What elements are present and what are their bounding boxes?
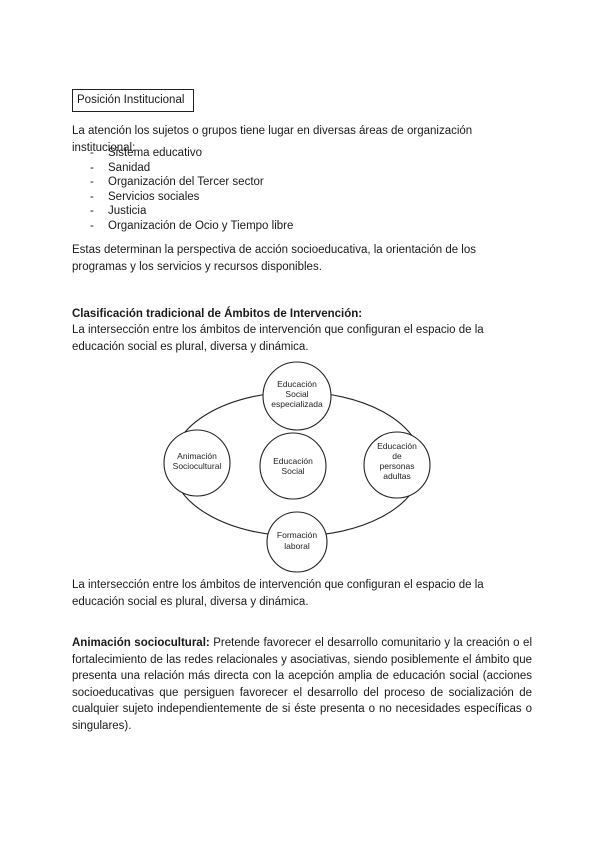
section-title: Posición Institucional — [77, 94, 185, 106]
diagram-caption: La intersección entre los ámbitos de intervención que configuran el espacio de la educación social es plural, diversa y dinámica. — [72, 579, 484, 608]
areas-list — [90, 146, 293, 234]
node-right-label-3: personas — [379, 461, 415, 471]
intro-text: La atención los sujetos o grupos tiene lugar en diversas áreas de organización institucional: — [72, 125, 473, 154]
node-bottom-label-2: laboral — [284, 541, 310, 551]
list-item: - Servicios sociales — [90, 190, 293, 205]
node-top-label-1: Educación — [277, 379, 317, 389]
animation-paragraph — [72, 635, 532, 734]
node-left-label-2: Sociocultural — [172, 461, 222, 471]
list-item: - Sistema educativo — [90, 146, 293, 161]
animation-text: Pretende favorecer el desarrollo comunitario y la creación o el fortalecimiento de las redes relacionales y asociativas, siendo posiblemente el ámbito que presenta una relación más directa con la acepción amplia de educación social (acciones socioeducativas que persiguen favorecer el desarrollo del proceso de socialización de cualquier sujeto independientemente de si éste presenta o no necesidades específicas o singulares). — [72, 637, 532, 732]
node-center-label-2: Social — [281, 466, 305, 476]
classification-heading: Clasificación tradicional de Ámbitos de Intervención: — [72, 308, 363, 320]
node-top-label-3: especializada — [271, 399, 323, 409]
section-title-box — [72, 89, 194, 112]
node-right-label-4: adultas — [383, 471, 411, 481]
list-item: - Organización del Tercer sector — [90, 175, 293, 190]
list-item: - Justicia — [90, 204, 293, 219]
list-item: - Sanidad — [90, 161, 293, 176]
node-bottom-label-1: Formación — [276, 530, 318, 540]
node-right-label-2: de — [392, 451, 402, 461]
node-right-label-1: Educación — [377, 441, 417, 451]
node-center-label-1: Educación — [273, 456, 313, 466]
areas-conclusion: Estas determinan la perspectiva de acción socioeducativa, la orientación de los programas y los servicios y recursos disponibles. — [72, 244, 477, 273]
animation-label: Animación sociocultural: — [72, 637, 210, 649]
intervention-diagram — [150, 360, 450, 575]
classification-text: La intersección entre los ámbitos de intervención que configuran el espacio de la educación social es plural, diversa y dinámica. — [72, 324, 484, 353]
node-left-label-1: Animación — [177, 451, 217, 461]
list-item: - Organización de Ocio y Tiempo libre — [90, 219, 293, 234]
node-top-label-2: Social — [285, 389, 309, 399]
